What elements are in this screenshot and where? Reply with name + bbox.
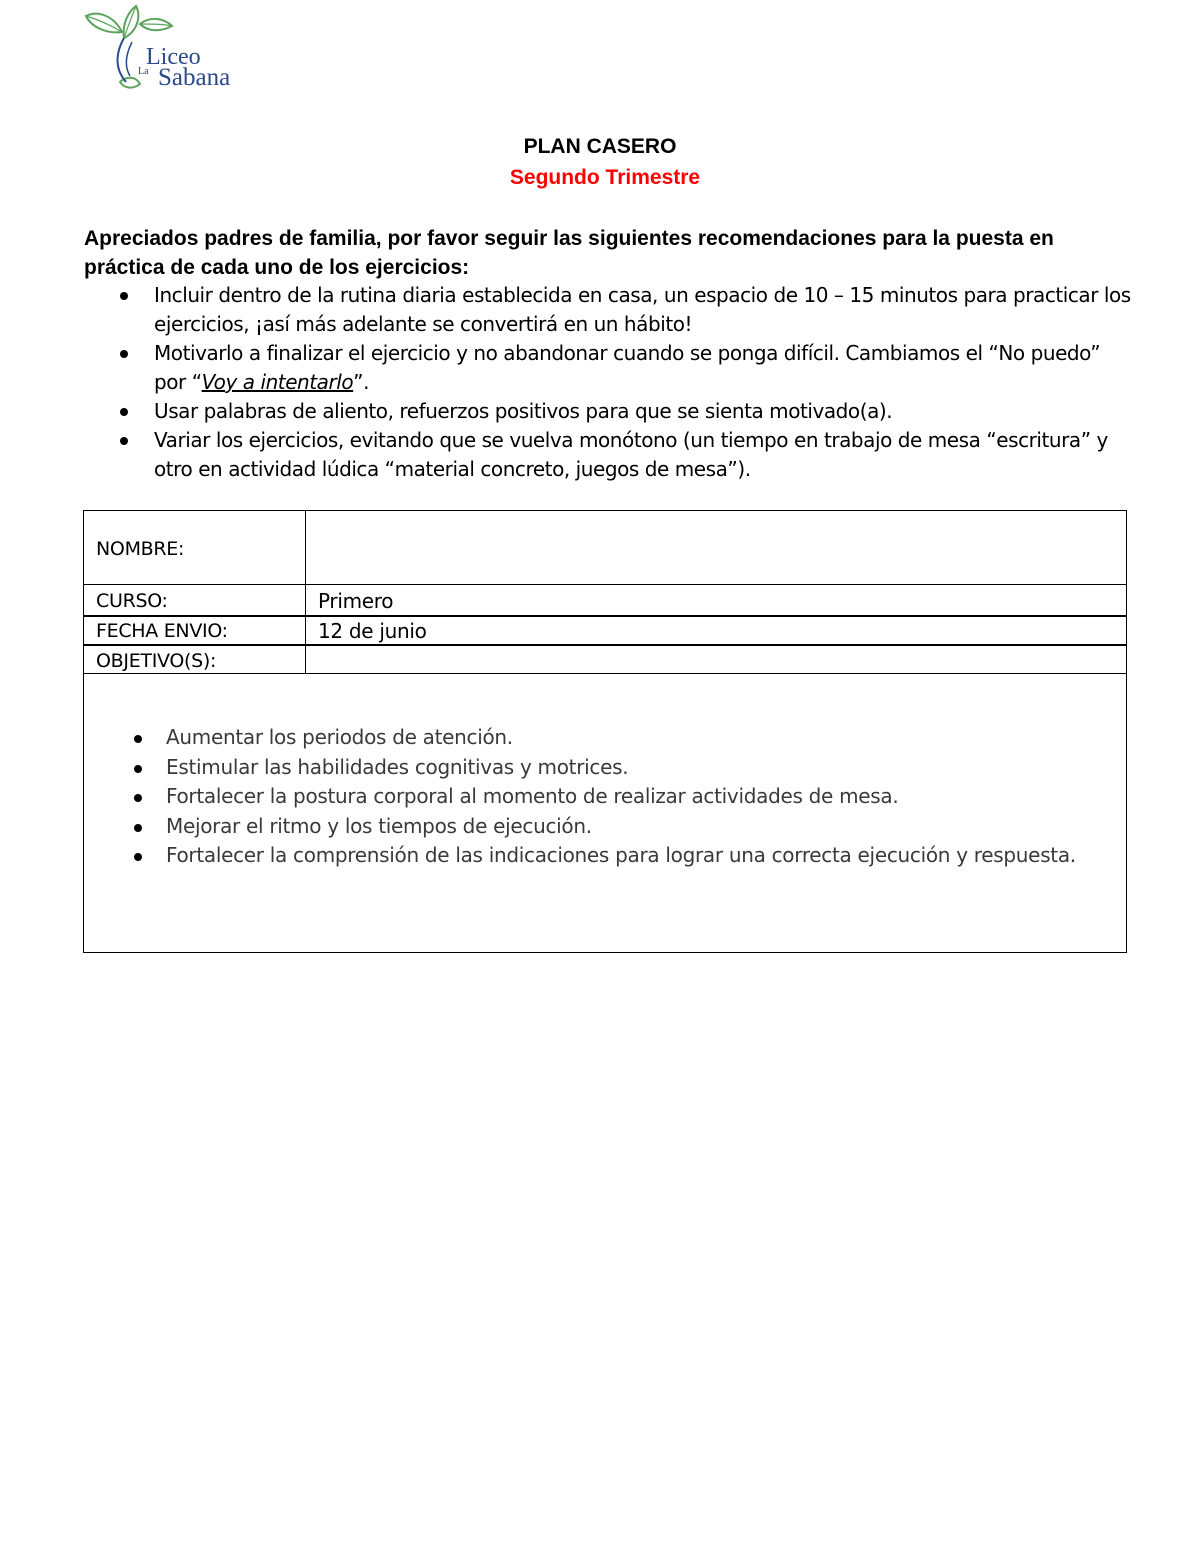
list-item: Usar palabras de aliento, refuerzos positivos para que se sienta motivado(a). (84, 397, 1134, 426)
school-logo (80, 2, 260, 96)
bullet-icon (120, 292, 128, 300)
row-divider (84, 615, 1126, 617)
bullet-icon (134, 853, 142, 861)
list-item: Fortalecer la comprensión de las indicaciones para lograr una correcta ejecución y respuesta. (84, 841, 1114, 871)
curso-value: Primero (318, 589, 394, 613)
bullet-icon (134, 794, 142, 802)
objetivo-label: OBJETIVO(S): (96, 650, 217, 672)
objectives-list (84, 723, 1114, 871)
nombre-label: NOMBRE: (96, 538, 185, 560)
leaf-logo-icon (80, 2, 260, 96)
recommendations-list (84, 281, 1134, 484)
page-title: PLAN CASERO (523, 135, 677, 158)
list-item: Mejorar el ritmo y los tiempos de ejecución. (84, 812, 1114, 842)
row-divider (84, 644, 1126, 646)
bullet-icon (134, 765, 142, 773)
list-item: Aumentar los periodos de atención. (84, 723, 1114, 753)
list-item: Motivarlo a finalizar el ejercicio y no abandonar cuando se ponga difícil. Cambiamos el “No puedo” por “Voy a intentarlo”. (84, 339, 1134, 397)
svg-text:La: La (138, 66, 149, 77)
row-divider (84, 673, 1126, 674)
bullet-icon (120, 437, 128, 445)
list-item: Variar los ejercicios, evitando que se vuelva monótono (un tiempo en trabajo de mesa “escritura” y otro en actividad lúdica “material concreto, juegos de mesa”). (84, 426, 1134, 484)
page-subtitle: Segundo Trimestre (509, 166, 701, 189)
bullet-icon (120, 350, 128, 358)
intro-paragraph: Apreciados padres de familia, por favor seguir las siguientes recomendaciones para la puesta en práctica de cada uno de los ejercicios: (84, 227, 1054, 279)
bullet-icon (120, 408, 128, 416)
list-item: Estimular las habilidades cognitivas y motrices. (84, 753, 1114, 783)
bullet-icon (134, 735, 142, 743)
bullet-icon (134, 824, 142, 832)
curso-label: CURSO: (96, 590, 168, 612)
list-item: Fortalecer la postura corporal al momento de realizar actividades de mesa. (84, 782, 1114, 812)
student-info-table (83, 510, 1127, 953)
emphasis-text: Voy a intentarlo (201, 370, 354, 394)
list-item: Incluir dentro de la rutina diaria establecida en casa, un espacio de 10 – 15 minutos para practicar los ejercicios, ¡así más adelante se convertirá en un hábito! (84, 281, 1134, 339)
fecha-envio-value: 12 de junio (318, 619, 427, 643)
svg-text:Liceo: Liceo (146, 44, 201, 70)
row-divider (84, 584, 1126, 585)
svg-text:Sabana: Sabana (158, 64, 231, 91)
fecha-envio-label: FECHA ENVIO: (96, 620, 228, 642)
column-divider (305, 511, 306, 673)
